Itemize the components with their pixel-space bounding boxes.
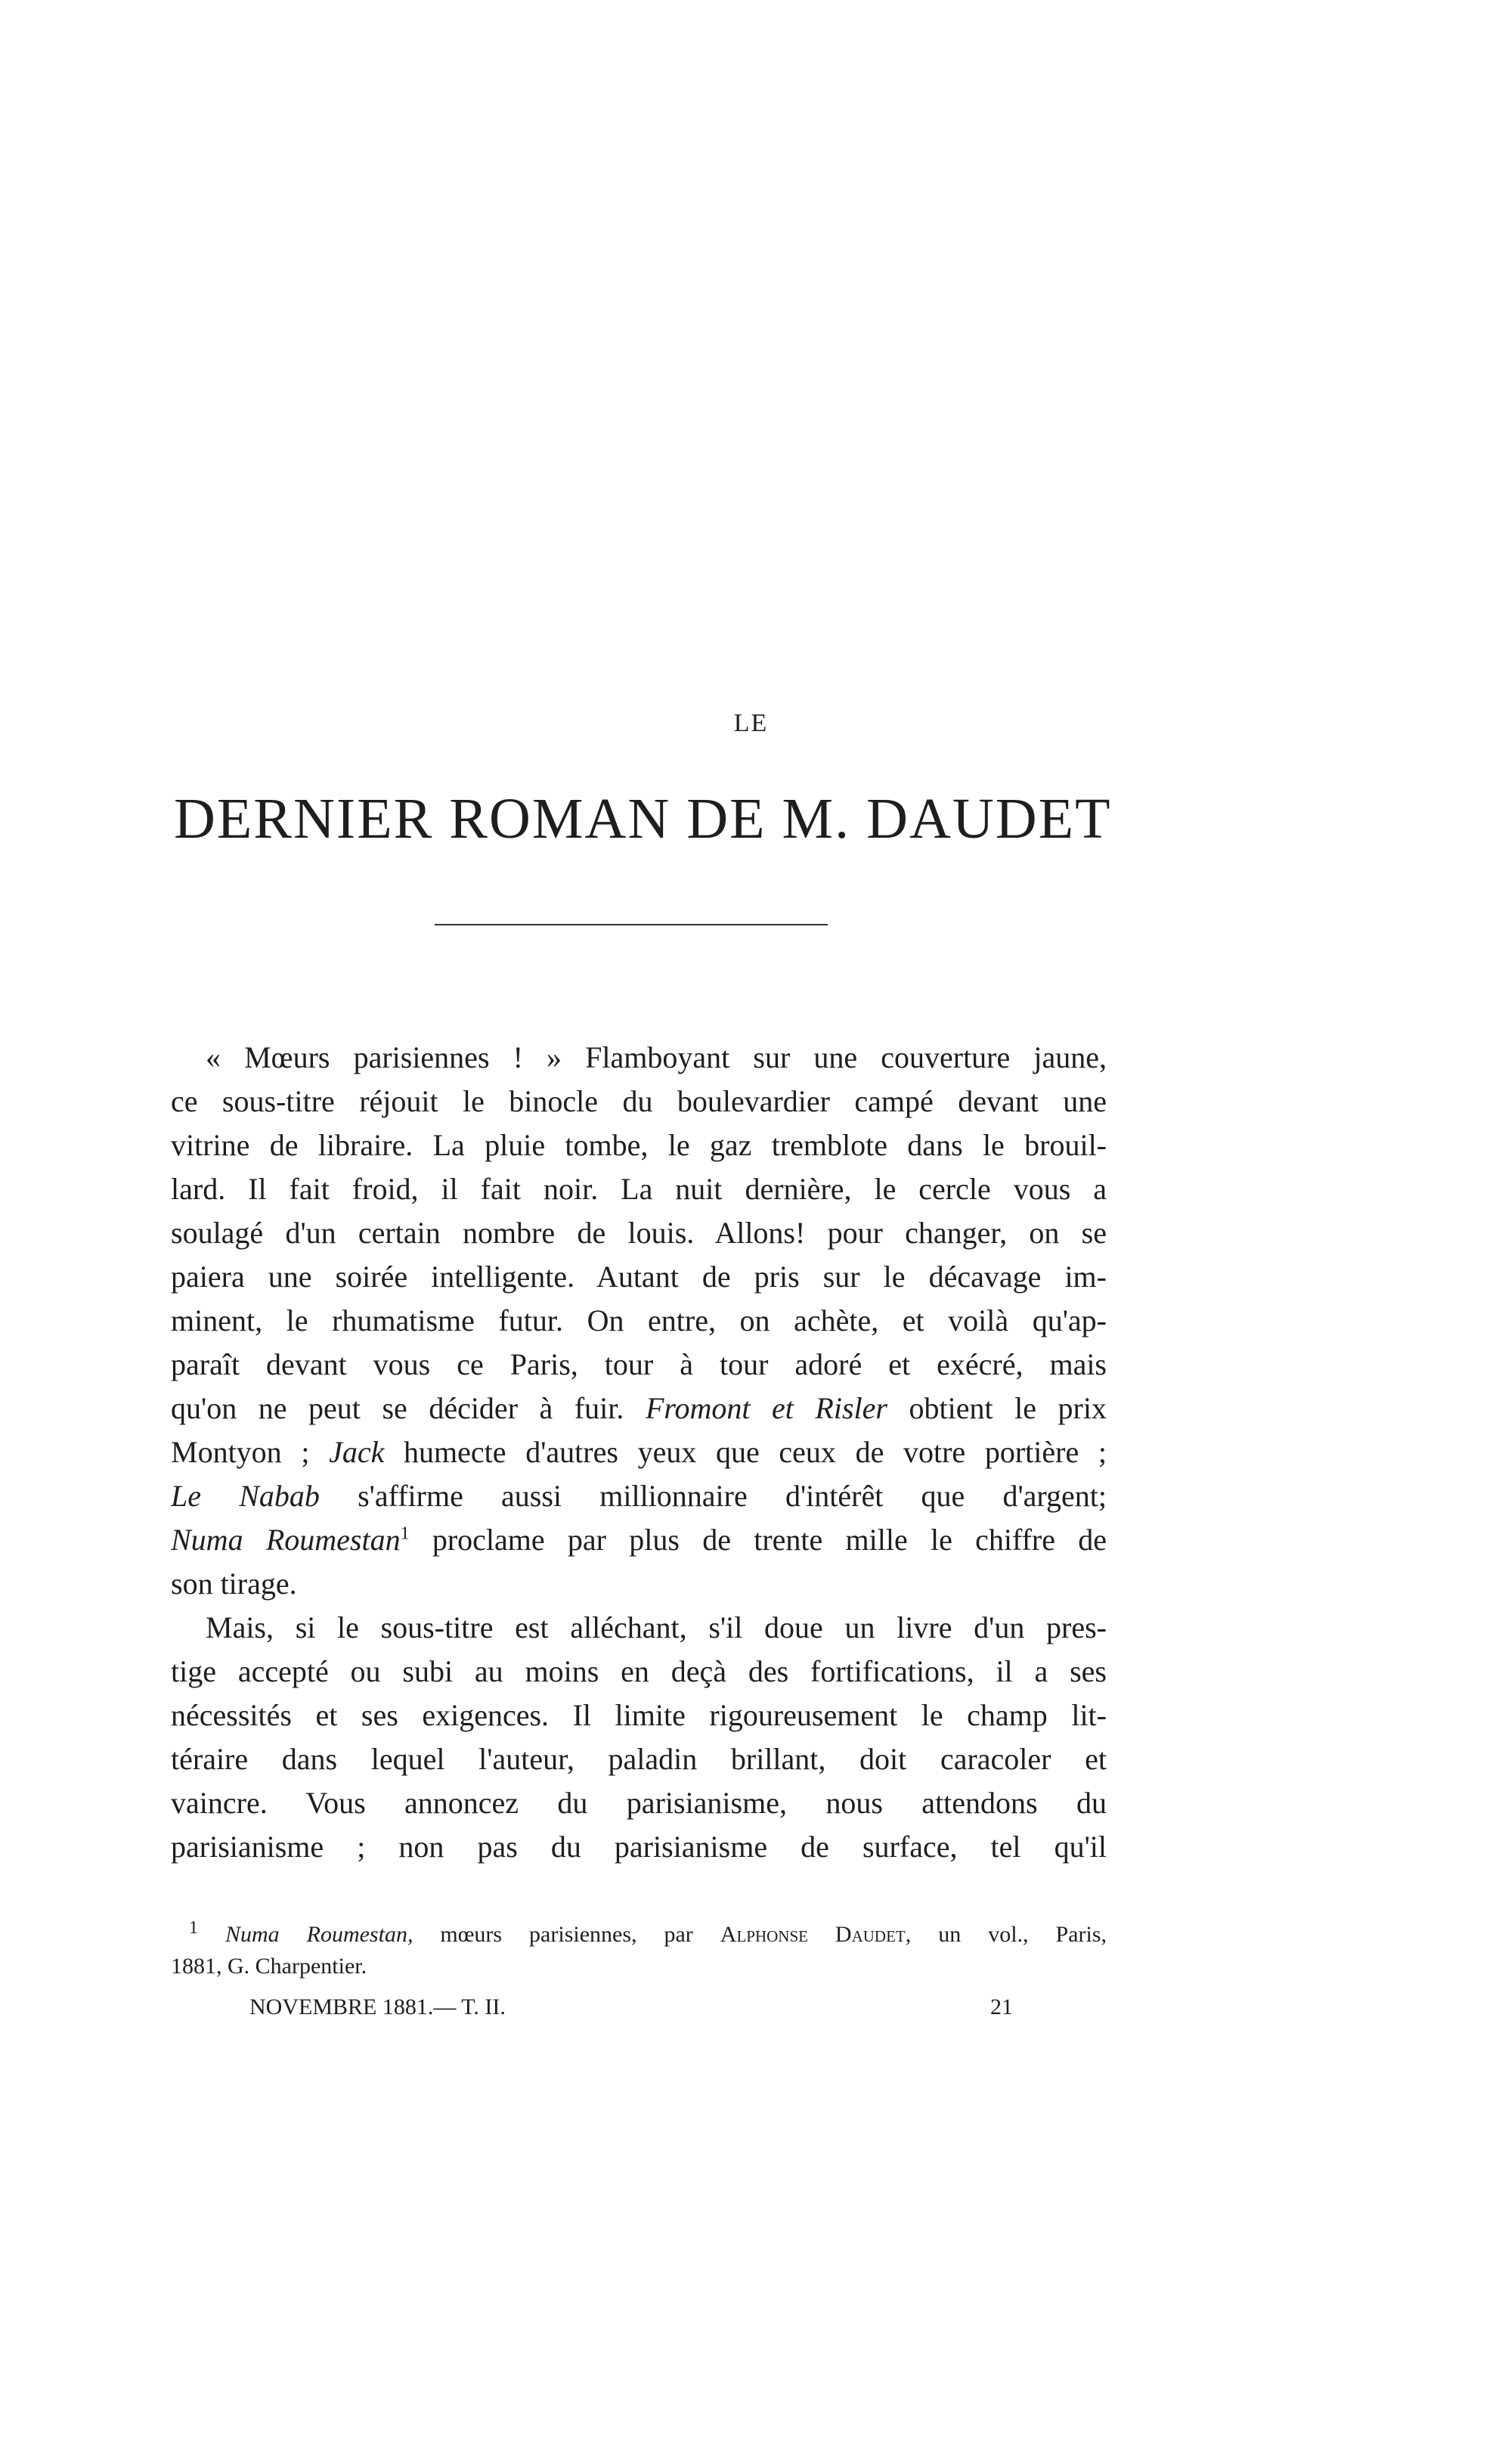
footnote	[171, 1919, 1107, 1982]
paragraph-2-line: parisianisme ; non pas du parisianisme de surface, tel qu'il	[171, 1830, 1107, 1864]
paragraph-1-line	[171, 1387, 1107, 1430]
paragraph-1-line: « Mœurs parisiennes ! » Flamboyant sur une couverture jaune,	[206, 1040, 1107, 1074]
title-rule	[435, 924, 828, 925]
text-run: mœurs parisiennes, par	[413, 1922, 720, 1947]
paragraph-1-line	[171, 1474, 1107, 1518]
book-title: Numa Roumestan	[171, 1523, 401, 1557]
paragraph-1-line: minent, le rhumatisme futur. On entre, on achète, et voilà qu'ap-	[171, 1303, 1107, 1337]
issue-label: NOVEMBRE 1881.— T. II.	[249, 1994, 506, 2019]
page-number: 21	[990, 1994, 1013, 2019]
paragraph-1-line: son tirage.	[171, 1567, 297, 1601]
footnote-line: 1881, G. Charpentier.	[171, 1954, 367, 1979]
book-title: Le Nabab	[171, 1479, 320, 1513]
paragraph-1-line	[171, 1518, 1107, 1562]
footnote-line	[171, 1919, 1107, 1951]
book-title: Jack	[329, 1435, 385, 1469]
paragraph-1-line: paraît devant vous ce Paris, tour à tour adoré et exécré, mais	[171, 1347, 1107, 1381]
paragraph-1-line: soulagé d'un certain nombre de louis. Allons! pour changer, on se	[171, 1216, 1107, 1250]
paragraph-2-line: nécessités et ses exigences. Il limite rigoureusement le champ lit-	[171, 1698, 1107, 1732]
text-run: , un vol., Paris,	[905, 1922, 1107, 1947]
paragraph-1-line: lard. Il fait froid, il fait noir. La nuit dernière, le cercle vous a	[171, 1172, 1107, 1206]
footnote-marker: 1	[400, 1523, 410, 1544]
paragraph-2-line: vaincre. Vous annoncez du parisianisme, nous attendons du	[171, 1786, 1107, 1820]
text-run: Montyon ;	[171, 1435, 330, 1469]
book-title: Fromont et Risler	[645, 1391, 887, 1425]
paragraph-2-line: téraire dans lequel l'auteur, paladin brillant, doit caracoler et	[171, 1742, 1107, 1776]
paragraph-2-line: Mais, si le sous-titre est alléchant, s'il doue un livre d'un pres-	[206, 1610, 1107, 1644]
paragraph-1-line: vitrine de libraire. La pluie tombe, le gaz tremblote dans le brouil-	[171, 1128, 1107, 1162]
footnote-number: 1	[189, 1919, 198, 1938]
body-text	[171, 1036, 1107, 1869]
paragraph-2-line: tige accepté ou subi au moins en deçà des fortifications, il a ses	[171, 1654, 1107, 1688]
title-kicker: LE	[733, 709, 769, 737]
paragraph-1-line: paiera une soirée intelligente. Autant de pris sur le décavage im-	[171, 1260, 1107, 1294]
text-run: humecte d'autres yeux que ceux de votre portière ;	[384, 1435, 1107, 1469]
text-run: proclame par plus de trente mille le chiffre de	[409, 1523, 1107, 1557]
text-run: obtient le prix	[887, 1391, 1107, 1425]
text-run: qu'on ne peut se décider à fuir.	[171, 1391, 646, 1425]
paragraph-1-line: ce sous-titre réjouit le binocle du boulevardier campé devant une	[171, 1084, 1107, 1118]
footnote-title: Numa Roumestan,	[225, 1922, 413, 1947]
text-run: s'affirme aussi millionnaire d'intérêt que d'argent;	[319, 1479, 1107, 1513]
page-title: DERNIER ROMAN DE M. DAUDET	[174, 787, 1112, 851]
paragraph-1-line	[171, 1430, 1107, 1474]
page-footer	[249, 1994, 1013, 2020]
footnote-author: Alphonse Daudet	[720, 1922, 906, 1947]
